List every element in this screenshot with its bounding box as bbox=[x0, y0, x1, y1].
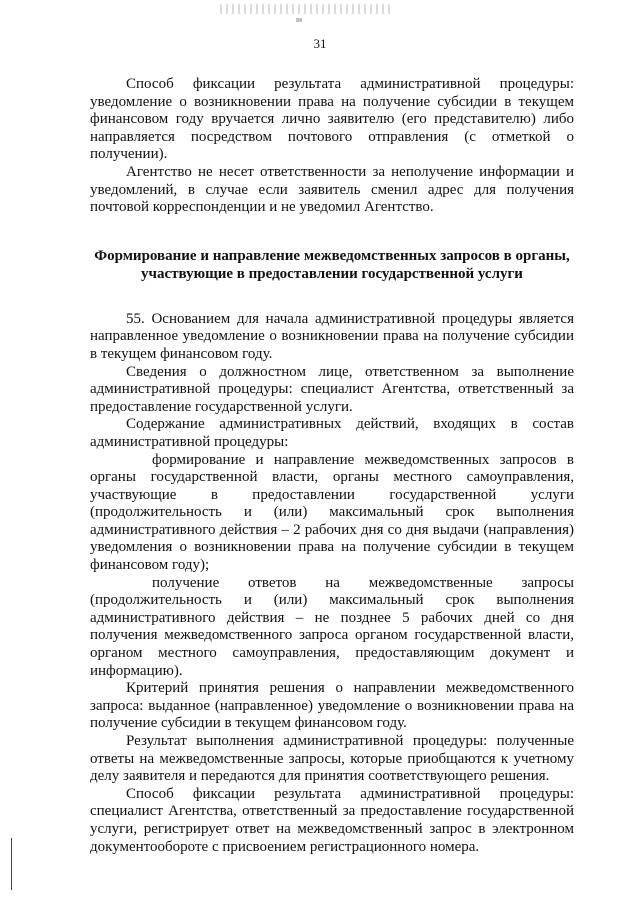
list-item: получение ответов на межведомственные запросы (продолжительность и (или) максимальный срок выполнения административного действия – не позднее 5 рабочих дней со дня получения межведомственного запроса органом государственной власти, органом местного самоуправления, предоставляющим документ и информацию). bbox=[90, 574, 574, 679]
paragraph: Способ фиксации результата административной процедуры: уведомление о возникновении права на получение субсидии в текущем финансовом году вручается лично заявителю (его представителю) либо направляется посредством почтового отправления (с отметкой о получении). bbox=[90, 76, 574, 163]
paragraph: Критерий принятия решения о направлении межведомственного запроса: выданное (направленное) уведомление о возникновении права на получение субсидии в текущем финансовом году. bbox=[90, 680, 574, 732]
paragraph: Результат выполнения административной процедуры: полученные ответы на межведомственные запросы, которые приобщаются к учетному делу заявителя и передаются для принятия соответствующего решения. bbox=[90, 733, 574, 785]
scan-artifact bbox=[220, 4, 390, 14]
page-number: 31 bbox=[313, 36, 327, 51]
scan-artifact bbox=[296, 18, 302, 22]
document-body bbox=[90, 76, 574, 856]
paragraph: Содержание административных действий, входящих в состав административной процедуры: bbox=[90, 416, 574, 450]
paragraph: 55. Основанием для начала административной процедуры является направленное уведомление о возникновении права на получение субсидии в текущем финансовом году. bbox=[90, 310, 574, 362]
paragraph: Агентство не несет ответственности за неполучение информации и уведомлений, в случае если заявитель сменил адрес для получения почтовой корреспонденции и не уведомил Агентство. bbox=[90, 163, 574, 216]
scan-artifact bbox=[11, 838, 12, 890]
paragraph: Способ фиксации результата административной процедуры: специалист Агентства, ответственный за предоставление государственной услуги, регистрирует ответ на межведомственный запрос в электронном документообороте с присвоением регистрационного номера. bbox=[90, 785, 574, 855]
list-item: формирование и направление межведомственных запросов в органы государственной власти, органы местного самоуправления, участвующие в предоставлении государственной услуги (продолжительность и (или) максимальный срок выполнения административного действия – 2 рабочих дня со дня выдачи (направления) уведомления о возникновении права на получение субсидии в текущем финансовом году); bbox=[90, 451, 574, 574]
paragraph: Сведения о должностном лице, ответственном за выполнение административной процедуры: специалист Агентства, ответственный за предоставление государственной услуги. bbox=[90, 363, 574, 415]
section-heading: Формирование и направление межведомственных запросов в органы, участвующие в предоставлении государственной услуги bbox=[94, 247, 570, 282]
